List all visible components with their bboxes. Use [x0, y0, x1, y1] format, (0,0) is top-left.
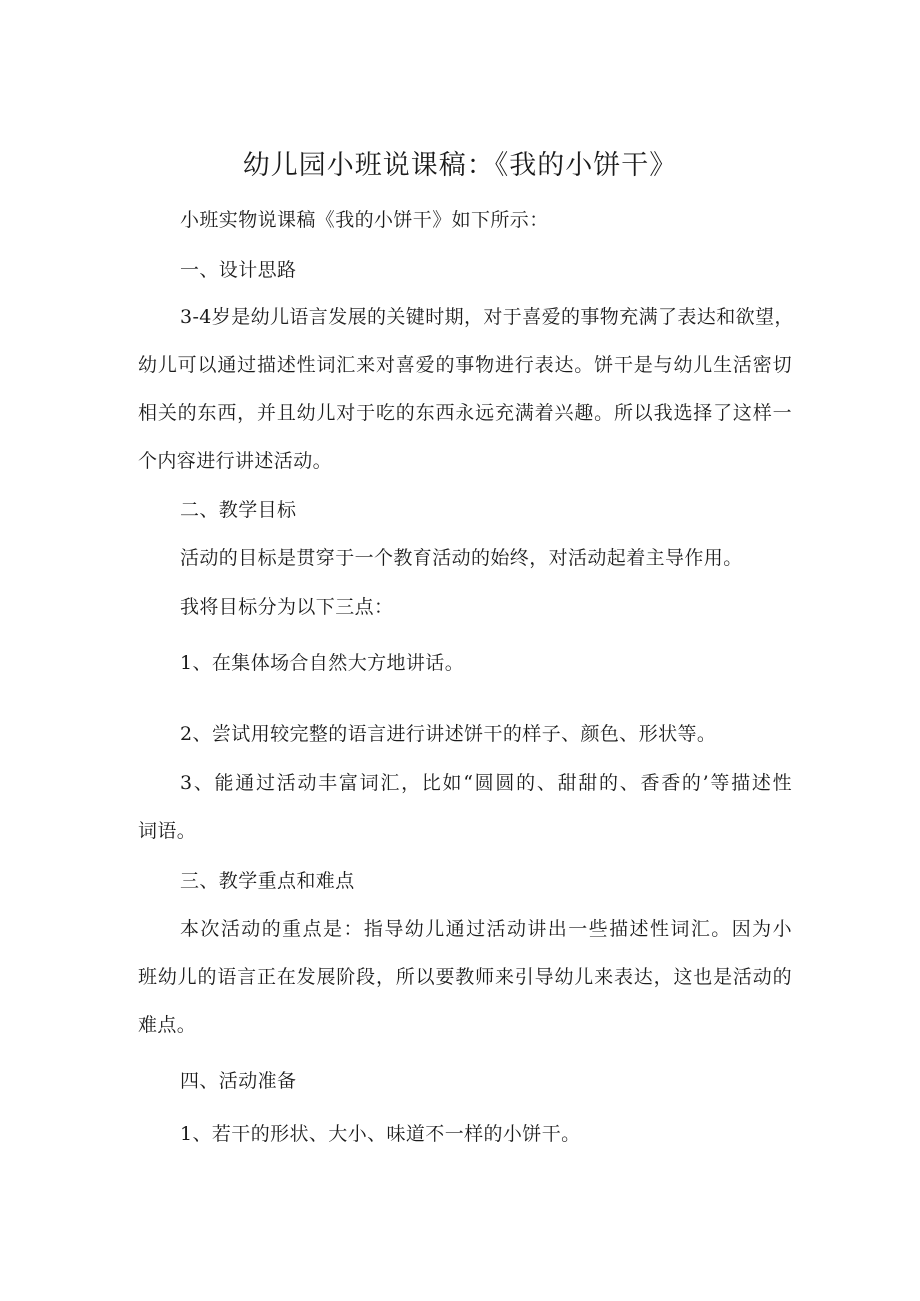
goals-paragraph: 活动的目标是贯穿于一个教育活动的始终，对活动起着主导作用。: [180, 547, 743, 569]
focus-paragraph-line: 难点。: [138, 1014, 197, 1036]
page-title: 幼儿园小班说课稿：《我的小饼干》: [242, 150, 678, 181]
focus-paragraph-line: 本次活动的重点是：指导幼儿通过活动讲出一些描述性词汇。因为小: [180, 918, 792, 940]
preparation-item: 1、若干的形状、大小、味道不一样的小饼干。: [180, 1123, 581, 1145]
design-paragraph-line: 个内容进行讲述活动。: [138, 450, 333, 472]
focus-paragraph-line: 班幼儿的语言正在发展阶段，所以要教师来引导幼儿来表达，这也是活动的: [138, 966, 792, 988]
goal-item: 2、尝试用较完整的语言进行讲述饼干的样子、颜色、形状等。: [180, 723, 717, 745]
goal-item: 1、在集体场合自然大方地讲话。: [180, 652, 465, 674]
design-paragraph-line: 幼儿可以通过描述性词汇来对喜爱的事物进行表达。饼干是与幼儿生活密切: [138, 354, 792, 376]
goal-item: 3、能通过活动丰富词汇，比如“圆圆的、甜甜的、香香的’等描述性: [180, 772, 792, 794]
design-paragraph-line: 3-4岁是幼儿语言发展的关键时期，对于喜爱的事物充满了表达和欲望，: [180, 306, 794, 328]
goals-intro: 我将目标分为以下三点：: [180, 596, 394, 618]
section-heading-goals: 二、教学目标: [180, 499, 297, 521]
design-paragraph-line: 相关的东西，并且幼儿对于吃的东西永远充满着兴趣。所以我选择了这样一: [138, 402, 792, 424]
goal-item-continuation: 词语。: [138, 820, 197, 842]
section-heading-preparation: 四、活动准备: [180, 1070, 297, 1092]
intro-paragraph: 小班实物说课稿《我的小饼干》如下所示：: [180, 209, 549, 231]
section-heading-design: 一、设计思路: [180, 259, 297, 281]
section-heading-focus: 三、教学重点和难点: [180, 870, 355, 892]
